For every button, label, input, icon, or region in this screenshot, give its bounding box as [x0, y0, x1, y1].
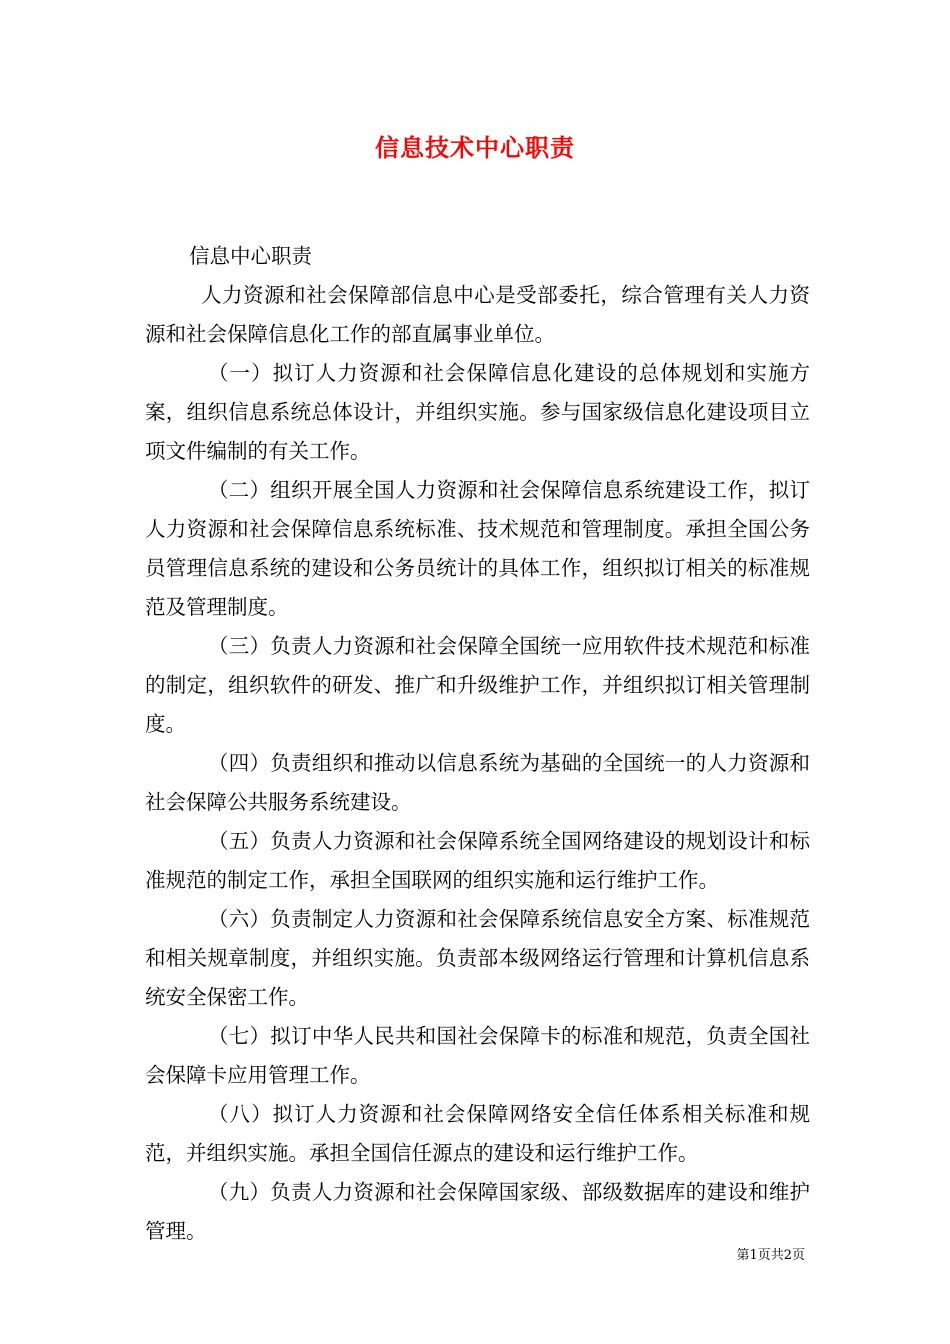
- duty-item-7: （七）拟订中华人民共和国社会保障卡的标准和规范，负责全国社会保障卡应用管理工作。: [145, 1024, 810, 1087]
- duty-item-4: （四）负责组织和推动以信息系统为基础的全国统一的人力资源和社会保障公共服务系统建设。: [145, 751, 810, 814]
- duty-item-1: （一）拟订人力资源和社会保障信息化建设的总体规划和实施方案，组织信息系统总体设计，并组织实施。参与国家级信息化建设项目立项文件编制的有关工作。: [145, 361, 810, 463]
- duty-item-2: （二）组织开展全国人力资源和社会保障信息系统建设工作，拟订人力资源和社会保障信息系统标准、技术规范和管理制度。承担全国公务员管理信息系统的建设和公务员统计的具体工作，组织拟订相关的标准规范及管理制度。: [145, 478, 810, 619]
- duty-item-5: （五）负责人力资源和社会保障系统全国网络建设的规划设计和标准规范的制定工作，承担全国联网的组织实施和运行维护工作。: [145, 829, 810, 892]
- document-body: [145, 237, 810, 1251]
- duty-item-8: （八）拟订人力资源和社会保障网络安全信任体系相关标准和规范，并组织实施。承担全国信任源点的建设和运行维护工作。: [145, 1102, 810, 1165]
- document-title: 信息技术中心职责: [375, 133, 575, 162]
- duty-item-6: （六）负责制定人力资源和社会保障系统信息安全方案、标准规范和相关规章制度，并组织实施。负责部本级网络运行管理和计算机信息系统安全保密工作。: [145, 907, 810, 1009]
- section-subtitle: 信息中心职责: [189, 244, 312, 268]
- duty-item-3: （三）负责人力资源和社会保障全国统一应用软件技术规范和标准的制定，组织软件的研发、推广和升级维护工作，并组织拟订相关管理制度。: [145, 634, 810, 736]
- intro-paragraph: 人力资源和社会保障部信息中心是受部委托，综合管理有关人力资源和社会保障信息化工作的部直属事业单位。: [145, 283, 810, 346]
- page-number: 第1页共2页: [736, 1248, 805, 1263]
- duty-item-9: （九）负责人力资源和社会保障国家级、部级数据库的建设和维护管理。: [145, 1180, 810, 1243]
